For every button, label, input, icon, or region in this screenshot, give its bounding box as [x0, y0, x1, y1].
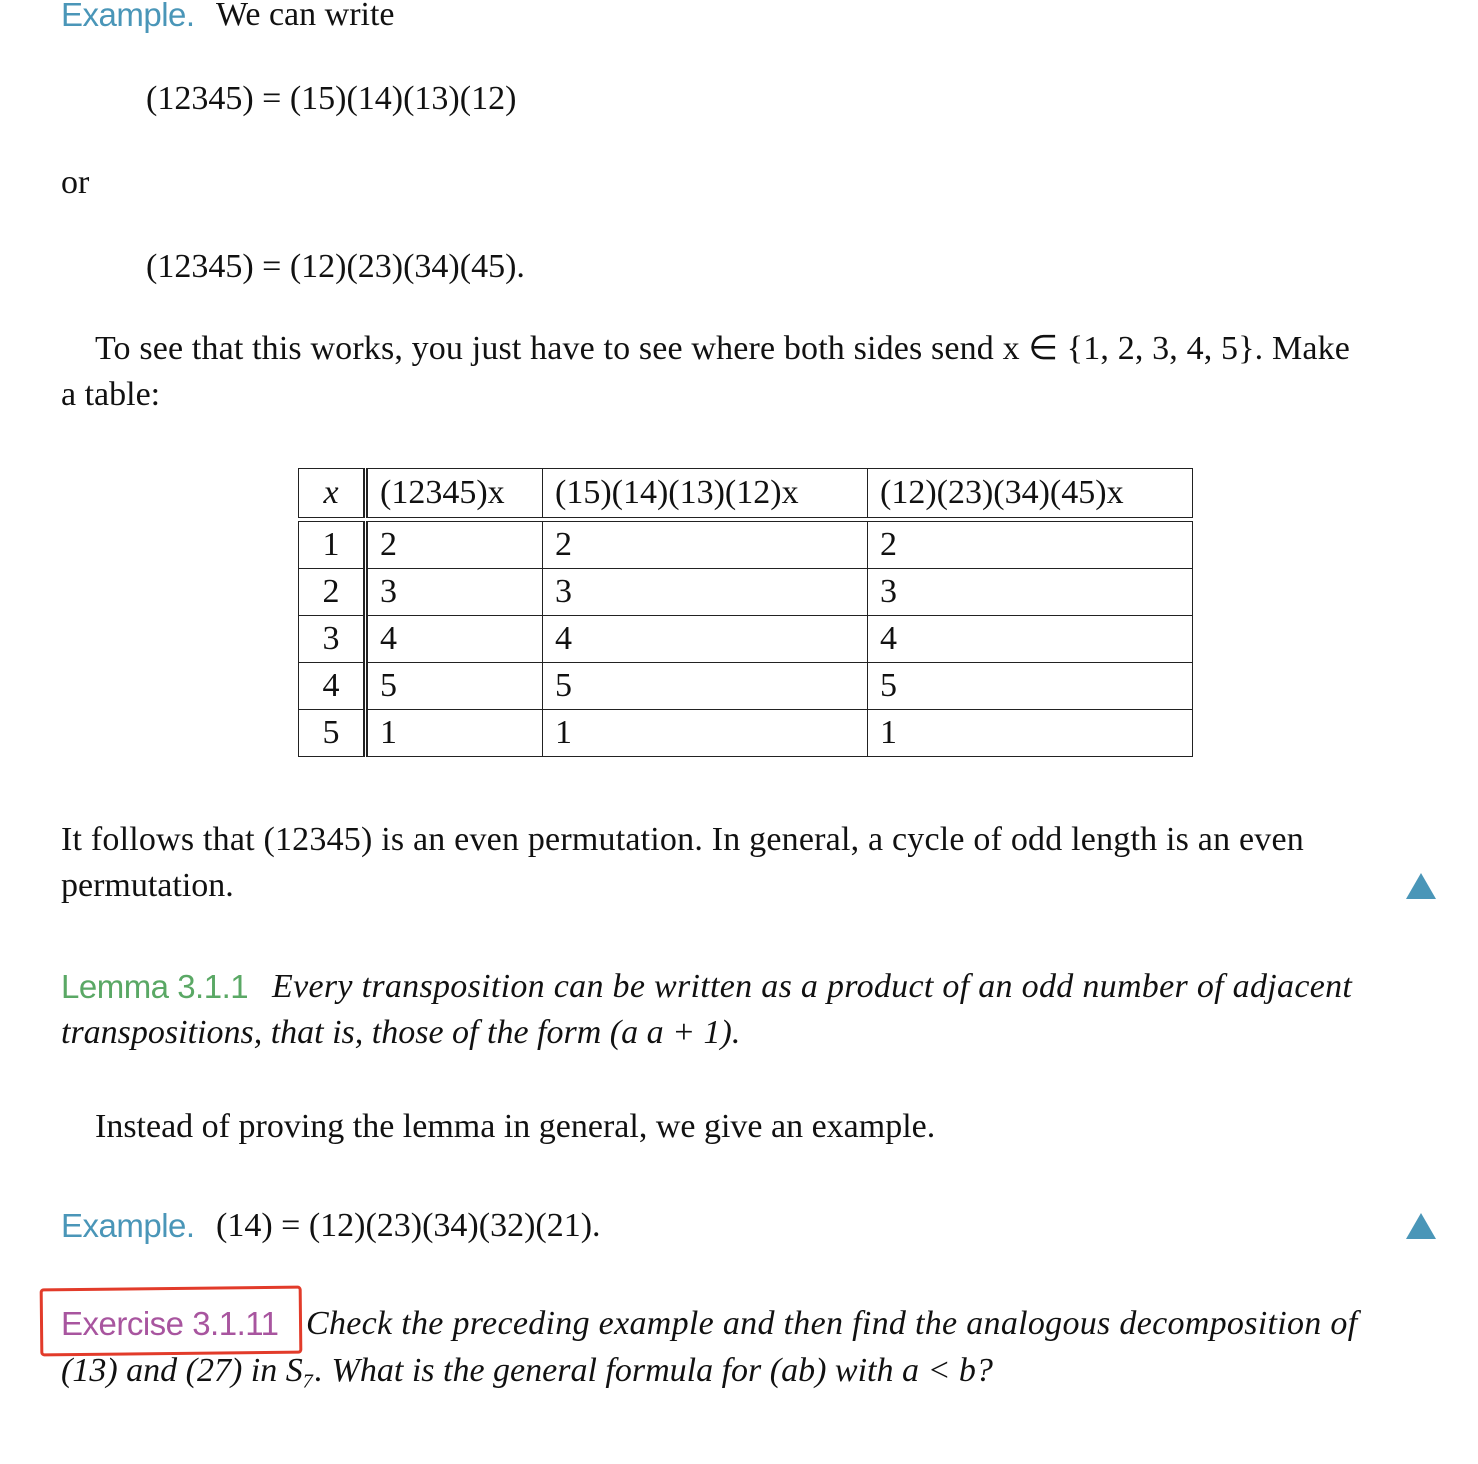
instead-paragraph: Instead of proving the lemma in general, we give an example.: [95, 1108, 936, 1145]
or-text: or: [61, 164, 90, 201]
cell: 4: [299, 663, 366, 710]
cell: 3: [366, 569, 543, 616]
cell: 1: [868, 710, 1193, 757]
cell: 4: [868, 616, 1193, 663]
exercise-line-1: Check the preceding example and then find the analogous decomposition of: [306, 1305, 1358, 1342]
example-label: Example.: [61, 0, 195, 33]
paragraph-line-1: To see that this works, you just have to see where both sides send x ∈ {1, 2, 3, 4, 5}. Make: [95, 330, 1350, 367]
example-2-label: Example.: [61, 1207, 195, 1244]
permutation-table: [298, 468, 1193, 757]
table-row: [299, 522, 1193, 569]
cell: 4: [543, 616, 868, 663]
equation-1: (12345) = (15)(14)(13)(12): [146, 80, 517, 117]
lemma-line-2: transpositions, that is, those of the form (a a + 1).: [61, 1014, 741, 1051]
header-decomp-2: (12)(23)(34)(45)x: [868, 469, 1193, 518]
header-decomp-1: (15)(14)(13)(12)x: [543, 469, 868, 518]
cell: 3: [543, 569, 868, 616]
header-cycle: (12345)x: [366, 469, 543, 518]
table-row: [299, 663, 1193, 710]
triangle-up-icon: [1406, 873, 1436, 899]
example-intro: We can write: [216, 0, 395, 33]
conclusion-line-2: permutation.: [61, 867, 234, 904]
cell: 5: [299, 710, 366, 757]
cell: 5: [366, 663, 543, 710]
table-header-row: [299, 469, 1193, 518]
exercise-label: Exercise 3.1.11: [61, 1305, 279, 1342]
conclusion-line-1: It follows that (12345) is an even permutation. In general, a cycle of odd length is an even: [61, 821, 1304, 858]
cell: 5: [868, 663, 1193, 710]
cell: 3: [299, 616, 366, 663]
table-row: [299, 569, 1193, 616]
cell: 1: [366, 710, 543, 757]
cell: 1: [299, 522, 366, 569]
lemma-label: Lemma 3.1.1: [61, 968, 249, 1005]
table-row: [299, 710, 1193, 757]
example-2-equation: (14) = (12)(23)(34)(32)(21).: [216, 1207, 601, 1244]
header-x: x: [299, 469, 366, 518]
triangle-up-icon: [1406, 1213, 1436, 1239]
equation-2: (12345) = (12)(23)(34)(45).: [146, 248, 525, 285]
cell: 2: [868, 522, 1193, 569]
cell: 5: [543, 663, 868, 710]
cell: 4: [366, 616, 543, 663]
cell: 1: [543, 710, 868, 757]
cell: 2: [543, 522, 868, 569]
lemma-line-1: Every transposition can be written as a product of an odd number of adjacent: [272, 968, 1353, 1005]
exercise-line-2: (13) and (27) in S₇. What is the general formula for (ab) with a < b?: [61, 1352, 993, 1389]
cell: 2: [299, 569, 366, 616]
paragraph-line-2: a table:: [61, 376, 161, 413]
table-row: [299, 616, 1193, 663]
cell: 2: [366, 522, 543, 569]
cell: 3: [868, 569, 1193, 616]
